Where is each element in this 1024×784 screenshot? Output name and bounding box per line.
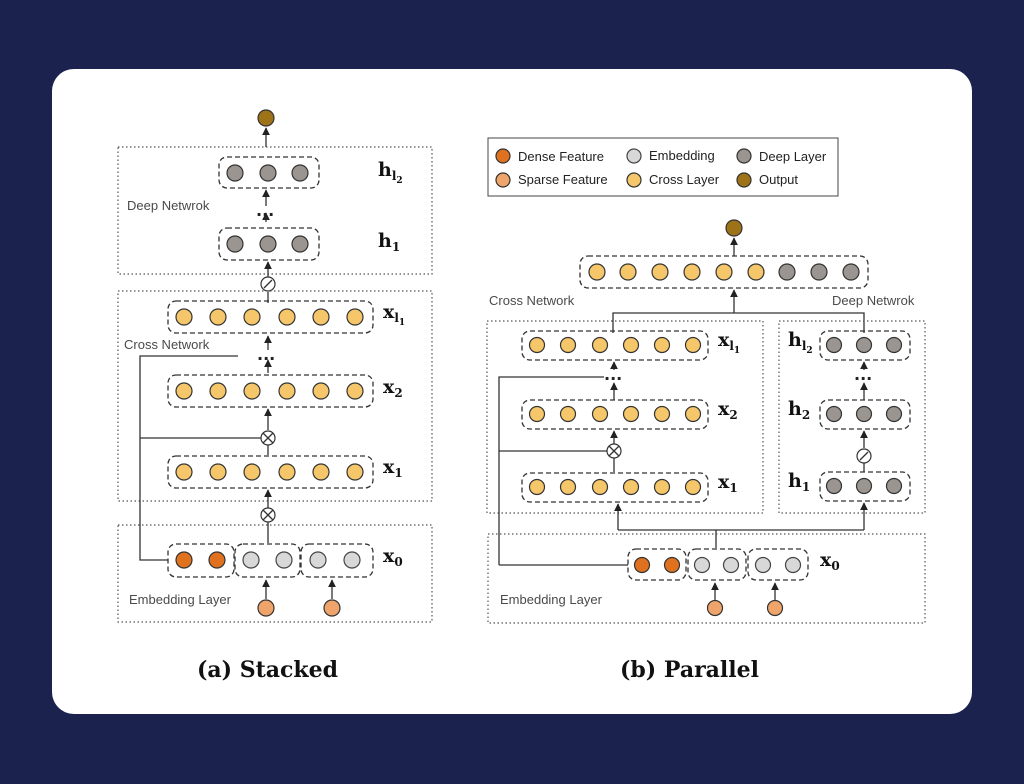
cross-neuron: [244, 309, 260, 325]
cross-neuron: [624, 407, 639, 422]
legend-sparse-label: Sparse Feature: [518, 172, 608, 187]
cross-neuron: [620, 264, 636, 280]
deep-neuron: [843, 264, 859, 280]
deep-neuron: [292, 165, 308, 181]
parallel-h1-label: $h_1$: [788, 470, 811, 494]
parallel-h2-label: $h_2$: [788, 398, 811, 422]
stacked-output-node: [258, 110, 274, 126]
cross-neuron: [244, 383, 260, 399]
legend-cross-label: Cross Layer: [649, 172, 720, 187]
stacked-deep-ellipsis: ...: [256, 201, 275, 220]
parallel-output-node: [726, 220, 742, 236]
cross-neuron: [624, 480, 639, 495]
legend-embedding-label: Embedding: [649, 148, 715, 163]
deep-neuron: [779, 264, 795, 280]
dcn-architecture-diagram: [52, 69, 972, 714]
dense-feature-node: [209, 552, 225, 568]
legend-deep-swatch: [737, 149, 751, 163]
legend-output-label: Output: [759, 172, 799, 187]
legend-dense-swatch: [496, 149, 510, 163]
parallel-x-l1-label: $x_l1$: [718, 329, 741, 356]
cross-neuron: [589, 264, 605, 280]
cross-neuron: [652, 264, 668, 280]
cross-neuron: [624, 338, 639, 353]
deep-neuron: [827, 338, 842, 353]
parallel-x0-label: $x_0$: [820, 549, 840, 573]
cross-neuron: [347, 309, 363, 325]
parallel-panel: [487, 220, 925, 683]
stacked-x2-layer: [168, 375, 373, 407]
deep-neuron: [857, 479, 872, 494]
dense-feature-node: [635, 558, 650, 573]
cross-neuron: [593, 407, 608, 422]
stacked-x1-label: $x_1$: [383, 456, 403, 480]
cross-neuron: [684, 264, 700, 280]
embedding-node: [756, 558, 771, 573]
cross-neuron: [313, 464, 329, 480]
stacked-h1-label: $h_1$: [378, 230, 401, 254]
stacked-x0-label: $x_0$: [383, 545, 403, 569]
deep-neuron: [292, 236, 308, 252]
cross-neuron: [655, 407, 670, 422]
parallel-x1-label: $x_1$: [718, 471, 738, 495]
embedding-node: [695, 558, 710, 573]
parallel-embedding-label: Embedding Layer: [500, 592, 602, 607]
cross-neuron: [655, 480, 670, 495]
embedding-node: [310, 552, 326, 568]
parallel-cross-network-label: Cross Network: [489, 293, 575, 308]
parallel-deep-ellipsis: ...: [854, 365, 873, 384]
cross-neuron: [686, 338, 701, 353]
cross-neuron: [347, 383, 363, 399]
legend-dense-label: Dense Feature: [518, 149, 604, 164]
legend-cross-swatch: [627, 173, 641, 187]
legend-embedding-swatch: [627, 149, 641, 163]
stacked-embedding-box: [118, 525, 432, 622]
cross-neuron: [347, 464, 363, 480]
parallel-deep-network-label: Deep Netwrok: [832, 293, 915, 308]
stacked-cross-network-label: Cross Network: [124, 337, 210, 352]
stacked-x-l1-label: $x_l1$: [383, 301, 406, 328]
legend-sparse-swatch: [496, 173, 510, 187]
stacked-panel: [118, 110, 432, 683]
sparse-feature-node: [324, 600, 340, 616]
parallel-x2-label: $x_2$: [718, 398, 738, 422]
deep-neuron: [857, 338, 872, 353]
cross-neuron: [530, 407, 545, 422]
embedding-node: [243, 552, 259, 568]
parallel-x-l1-layer: [522, 331, 708, 360]
deep-neuron: [857, 407, 872, 422]
dense-feature-node: [665, 558, 680, 573]
cross-neuron: [176, 383, 192, 399]
cross-neuron: [279, 309, 295, 325]
cross-neuron: [655, 338, 670, 353]
deep-neuron: [260, 165, 276, 181]
legend-deep-label: Deep Layer: [759, 149, 827, 164]
parallel-caption: (b) Parallel: [620, 657, 759, 683]
deep-neuron: [887, 479, 902, 494]
cross-neuron: [561, 480, 576, 495]
deep-neuron: [227, 165, 243, 181]
deep-neuron: [887, 407, 902, 422]
stacked-h-l2-label: $h_l2$: [378, 159, 403, 186]
cross-neuron: [210, 383, 226, 399]
stacked-deep-network-label: Deep Netwrok: [127, 198, 210, 213]
stacked-x2-label: $x_2$: [383, 376, 403, 400]
sparse-feature-node: [708, 601, 723, 616]
sparse-feature-node: [258, 600, 274, 616]
cross-neuron: [313, 309, 329, 325]
embedding-node: [276, 552, 292, 568]
cross-neuron: [748, 264, 764, 280]
stacked-embedding-label: Embedding Layer: [129, 592, 231, 607]
cross-neuron: [210, 464, 226, 480]
cross-neuron: [176, 309, 192, 325]
cross-neuron: [176, 464, 192, 480]
cross-neuron: [593, 338, 608, 353]
dense-feature-node: [176, 552, 192, 568]
embedding-node: [344, 552, 360, 568]
legend-box: [488, 138, 838, 196]
figure-card: [52, 69, 972, 714]
deep-neuron: [827, 479, 842, 494]
sparse-feature-node: [768, 601, 783, 616]
cross-neuron: [716, 264, 732, 280]
embedding-node: [724, 558, 739, 573]
parallel-h-l2-label: $h_l2$: [788, 329, 813, 356]
legend: [488, 138, 838, 196]
deep-neuron: [887, 338, 902, 353]
cross-neuron: [686, 407, 701, 422]
cross-neuron: [593, 480, 608, 495]
deep-neuron: [260, 236, 276, 252]
cross-neuron: [561, 407, 576, 422]
deep-neuron: [827, 407, 842, 422]
cross-neuron: [244, 464, 260, 480]
stacked-cross-ellipsis: ...: [257, 345, 276, 364]
parallel-embedding-box: [488, 534, 925, 623]
parallel-cross-ellipsis: ...: [604, 365, 623, 384]
stacked-x-l1-layer: [168, 301, 373, 333]
cross-neuron: [279, 383, 295, 399]
deep-neuron: [811, 264, 827, 280]
cross-neuron: [530, 338, 545, 353]
cross-neuron: [530, 480, 545, 495]
cross-neuron: [210, 309, 226, 325]
stacked-x1-layer: [168, 456, 373, 488]
cross-neuron: [279, 464, 295, 480]
cross-neuron: [561, 338, 576, 353]
deep-neuron: [227, 236, 243, 252]
parallel-x2-layer: [522, 400, 708, 429]
cross-neuron: [686, 480, 701, 495]
embedding-node: [786, 558, 801, 573]
cross-neuron: [313, 383, 329, 399]
parallel-x1-layer: [522, 473, 708, 502]
legend-output-swatch: [737, 173, 751, 187]
stacked-caption: (a) Stacked: [197, 657, 339, 683]
